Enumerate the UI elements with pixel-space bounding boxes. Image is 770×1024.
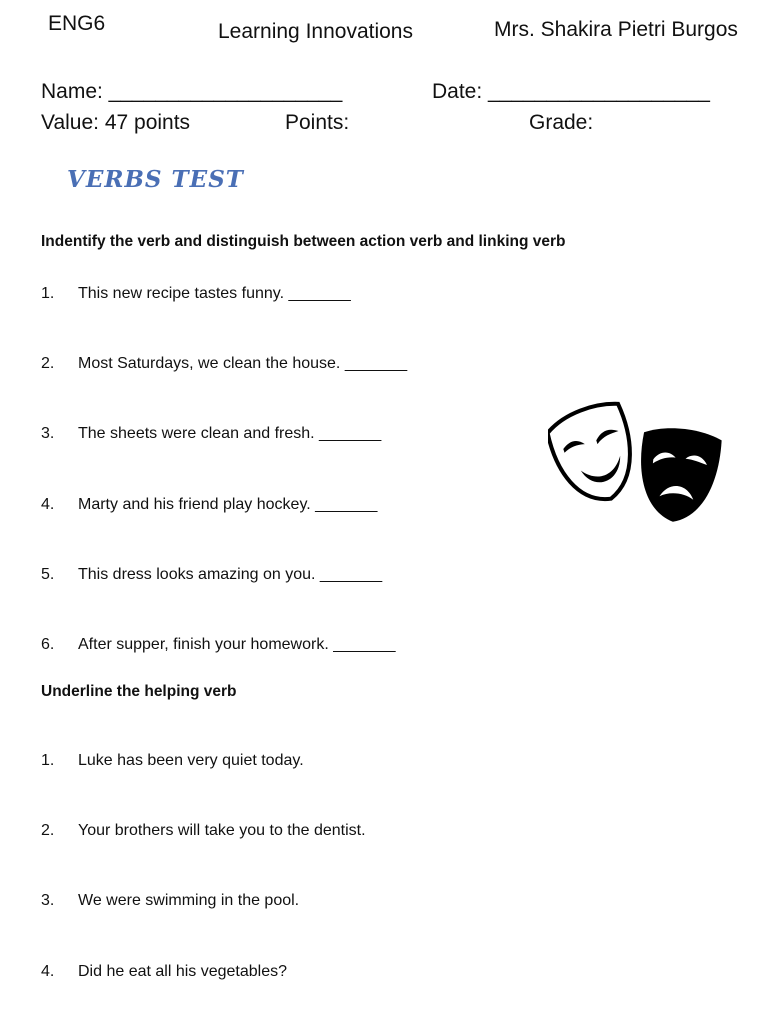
question-item	[41, 752, 304, 770]
question-text: After supper, finish your homework. _______	[78, 636, 396, 653]
course-code: ENG6	[48, 12, 106, 35]
question-number: 3.	[41, 425, 55, 442]
question-text: Luke has been very quiet today.	[78, 752, 304, 769]
question-number: 5.	[41, 566, 55, 583]
question-item	[41, 822, 366, 840]
question-text: The sheets were clean and fresh. _______	[78, 425, 382, 442]
grade-field[interactable]: Grade:	[529, 111, 594, 134]
question-item	[41, 892, 299, 910]
section2-instruction: Underline the helping verb	[41, 683, 237, 700]
date-field[interactable]: Date: ___________________	[432, 80, 710, 103]
question-number: 4.	[41, 496, 55, 513]
question-item	[41, 963, 287, 981]
section1-instruction: Indentify the verb and distinguish between action verb and linking verb	[41, 233, 566, 250]
question-number: 2.	[41, 822, 55, 839]
question-item	[41, 636, 396, 654]
question-text: Your brothers will take you to the dentist.	[78, 822, 366, 839]
name-field[interactable]: Name: ____________________	[41, 80, 343, 103]
question-text: Most Saturdays, we clean the house. _______	[78, 355, 408, 372]
question-item	[41, 425, 381, 443]
question-text: This new recipe tastes funny. _______	[78, 285, 351, 302]
question-number: 1.	[41, 285, 55, 302]
question-text: Marty and his friend play hockey. _______	[78, 496, 378, 513]
question-item	[41, 355, 407, 373]
question-text: Did he eat all his vegetables?	[78, 963, 288, 980]
question-number: 1.	[41, 752, 55, 769]
question-number: 4.	[41, 963, 55, 980]
test-title: VERBS TEST	[67, 166, 244, 193]
question-text: We were swimming in the pool.	[78, 892, 300, 909]
question-number: 6.	[41, 636, 55, 653]
question-item	[41, 496, 377, 514]
points-field[interactable]: Points:	[285, 111, 350, 134]
theater-masks-icon	[548, 398, 724, 526]
question-item	[41, 285, 351, 303]
teacher-name: Mrs. Shakira Pietri Burgos	[494, 18, 738, 41]
question-number: 3.	[41, 892, 55, 909]
question-item	[41, 566, 382, 584]
question-number: 2.	[41, 355, 55, 372]
value-label: Value: 47 points	[41, 111, 191, 134]
question-text: This dress looks amazing on you. _______	[78, 566, 383, 583]
school-name: Learning Innovations	[218, 20, 413, 43]
